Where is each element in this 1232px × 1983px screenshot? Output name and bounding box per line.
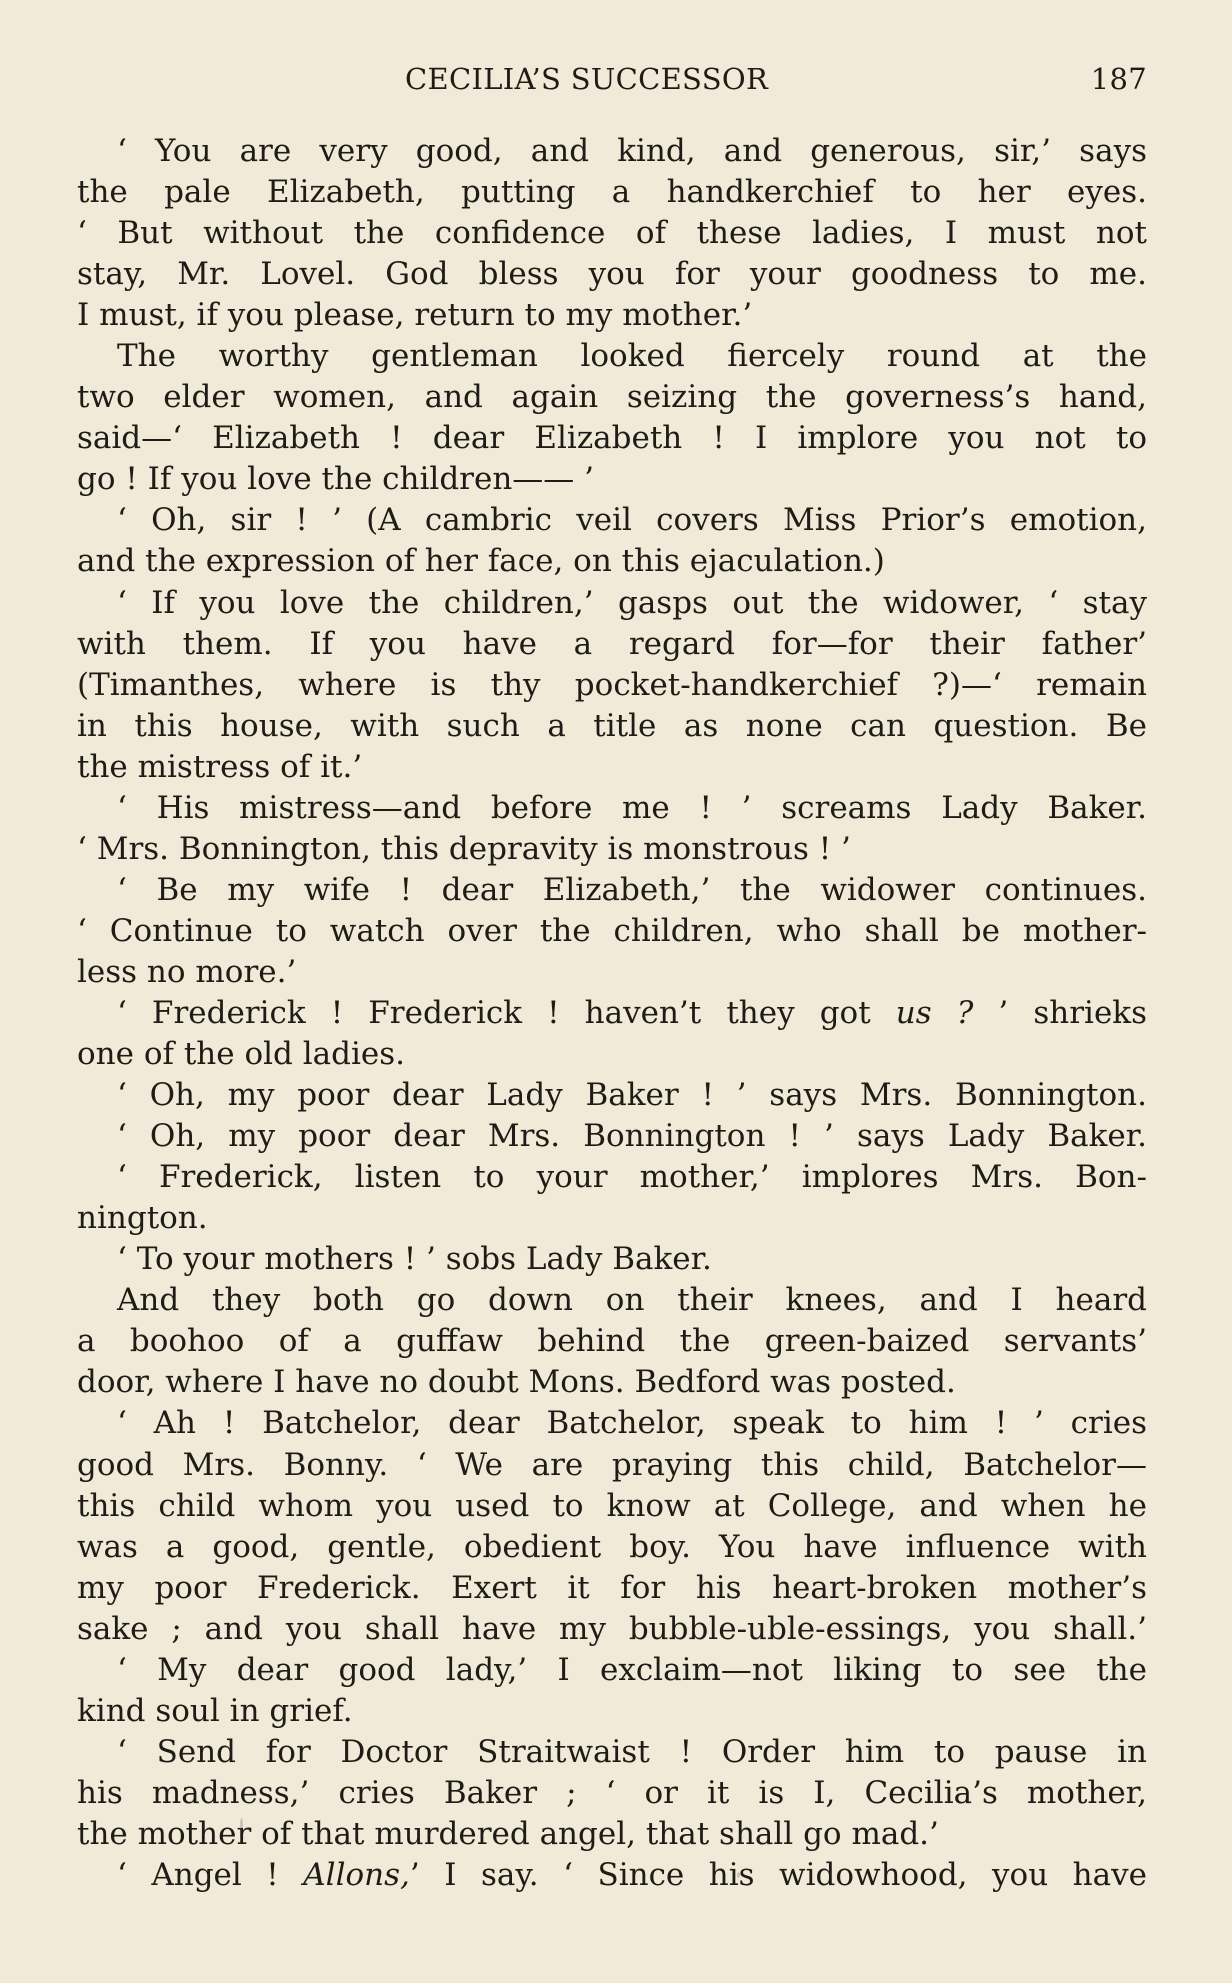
text-line: [77, 254, 1147, 295]
text-line-continuation: ’ I say. ‘ Since his widowhood, you have: [409, 1856, 1147, 1893]
text-line: [77, 213, 1147, 254]
chapter-title: CECILIA’S SUCCESSOR: [405, 62, 769, 96]
text-line: [77, 952, 1147, 993]
text-line: [77, 993, 1147, 1034]
text-line-content: the mistress of it.’: [77, 748, 363, 785]
text-line: [77, 624, 1147, 665]
text-line-content: ‘ His mistress—and before me ! ’ screams Lady Baker.: [117, 789, 1147, 826]
text-line-content: ‘ Frederick, listen to your mother,’ implores Mrs. Bon-: [117, 1159, 1147, 1196]
running-header: [75, 62, 1147, 102]
text-line: [77, 706, 1147, 747]
text-line-content: ‘ Frederick ! Frederick ! haven’t they got: [117, 994, 896, 1031]
text-line-content: the pale Elizabeth, putting a handkerchief to her eyes.: [77, 174, 1147, 211]
text-line-content: ‘ My dear good lady,’ I exclaim—not liking to see the: [117, 1651, 1147, 1688]
text-line-content: I must, if you please, return to my mother.’: [77, 297, 753, 334]
text-line: [77, 665, 1147, 706]
text-line-content: ‘ Continue to watch over the children, who shall be mother-: [77, 912, 1147, 949]
text-line: [77, 541, 1147, 582]
text-line: [77, 1773, 1147, 1814]
text-line-content: kind soul in grief.: [77, 1692, 353, 1729]
text-line-content: ‘ Oh, sir ! ’ (A cambric veil covers Miss Prior’s emotion,: [117, 502, 1147, 539]
text-line: [77, 1691, 1147, 1732]
text-line: [77, 911, 1147, 952]
text-line: [77, 1198, 1147, 1239]
text-line: [77, 1609, 1147, 1650]
text-line: [77, 131, 1147, 172]
text-line-content: my poor Frederick. Exert it for his heart-broken mother’s: [77, 1569, 1147, 1606]
text-line: [77, 418, 1147, 459]
text-line-content: The worthy gentleman looked fiercely round at the: [117, 338, 1147, 375]
text-line: [77, 1527, 1147, 1568]
page-number: 187: [1090, 62, 1147, 96]
text-line-content: ‘ Angel !: [117, 1856, 304, 1893]
text-line: [77, 1486, 1147, 1527]
text-line-content: ‘ Ah ! Batchelor, dear Batchelor, speak to him ! ’ cries: [117, 1405, 1147, 1442]
text-line: [77, 1445, 1147, 1486]
text-line-content: ‘ Mrs. Bonnington, this depravity is monstrous ! ’: [77, 830, 851, 867]
text-line-content: good Mrs. Bonny. ‘ We are praying this child, Batchelor—: [77, 1446, 1147, 1483]
text-line: [77, 788, 1147, 829]
text-line: [77, 1732, 1147, 1773]
text-line-content: ‘ You are very good, and kind, and generous, sir,’ says: [117, 133, 1147, 169]
text-line-content: sake ; and you shall have my bubble-uble-essings, you shall.’: [77, 1610, 1147, 1647]
text-line-content: a boohoo of a guffaw behind the green-baized servants’: [77, 1323, 1147, 1360]
text-line: [77, 747, 1147, 788]
text-line-content: (Timanthes, where is thy pocket-handkerchief ?)—‘ remain: [77, 666, 1147, 703]
text-line: [77, 1403, 1147, 1444]
text-line-continuation: ’ shrieks: [973, 994, 1147, 1031]
text-line: [77, 1362, 1147, 1403]
text-line-content: the mother of that murdered angel, that shall go mad.’: [77, 1815, 939, 1852]
italic-text: Allons,: [303, 1856, 410, 1893]
text-line-content: two elder women, and again seizing the governess’s hand,: [77, 379, 1147, 416]
paper-speck: [737, 1872, 740, 1878]
text-line: [77, 583, 1147, 624]
text-line: [77, 1321, 1147, 1362]
text-line-content: door, where I have no doubt Mons. Bedford was posted.: [77, 1364, 956, 1401]
text-line-content: stay, Mr. Lovel. God bless you for your goodness to me.: [77, 256, 1147, 293]
text-line-content: ‘ If you love the children,’ gasps out the widower, ‘ stay: [117, 584, 1147, 621]
text-line: [77, 870, 1147, 911]
text-line: [77, 336, 1147, 377]
text-line: [77, 1814, 1147, 1855]
text-line-content: was a good, gentle, obedient boy. You have influence with: [77, 1528, 1147, 1565]
text-line-content: less no more.’: [77, 953, 297, 990]
text-line-content: ‘ To your mothers ! ’ sobs Lady Baker.: [117, 1241, 712, 1278]
text-line: [77, 1034, 1147, 1075]
text-line: [77, 172, 1147, 213]
text-line-content: and the expression of her face, on this ejaculation.): [77, 543, 885, 580]
text-line-content: ‘ Be my wife ! dear Elizabeth,’ the widower continues.: [117, 871, 1147, 908]
text-line-content: said—‘ Elizabeth ! dear Elizabeth ! I implore you not to: [77, 420, 1147, 457]
text-line: [77, 829, 1147, 870]
text-line: [77, 1239, 1147, 1280]
italic-text: us ?: [895, 994, 974, 1031]
text-line: [77, 1075, 1147, 1116]
text-line-content: one of the old ladies.: [77, 1036, 405, 1073]
text-line: [77, 1157, 1147, 1198]
paper-speck: [240, 1818, 243, 1830]
text-line: [77, 1116, 1147, 1157]
text-line: [77, 1650, 1147, 1691]
text-line: [77, 1568, 1147, 1609]
text-line: [77, 1280, 1147, 1321]
text-line-content: ‘ Oh, my poor dear Lady Baker ! ’ says Mrs. Bonnington.: [117, 1077, 1147, 1114]
text-line-content: go ! If you love the children—— ’: [77, 461, 594, 498]
text-line: [77, 459, 1147, 500]
text-line: [77, 377, 1147, 418]
text-line-content: his madness,’ cries Baker ; ‘ or it is I, Cecilia’s mother,: [77, 1774, 1147, 1811]
text-line-content: ‘ But without the confidence of these ladies, I must not: [77, 215, 1147, 252]
text-line: [77, 1855, 1147, 1896]
text-line: [77, 500, 1147, 541]
text-line: [77, 295, 1147, 336]
body-text: [77, 131, 1147, 1896]
text-line-content: nington.: [77, 1200, 208, 1237]
text-line-content: And they both go down on their knees, and I heard: [117, 1282, 1147, 1319]
text-line-content: with them. If you have a regard for—for their father’: [77, 625, 1147, 662]
text-line-content: ‘ Send for Doctor Straitwaist ! Order him to pause in: [117, 1733, 1147, 1770]
text-line-content: in this house, with such a title as none can question. Be: [77, 707, 1147, 744]
text-line-content: this child whom you used to know at College, and when he: [77, 1487, 1147, 1524]
text-line-content: ‘ Oh, my poor dear Mrs. Bonnington ! ’ says Lady Baker.: [117, 1118, 1147, 1155]
